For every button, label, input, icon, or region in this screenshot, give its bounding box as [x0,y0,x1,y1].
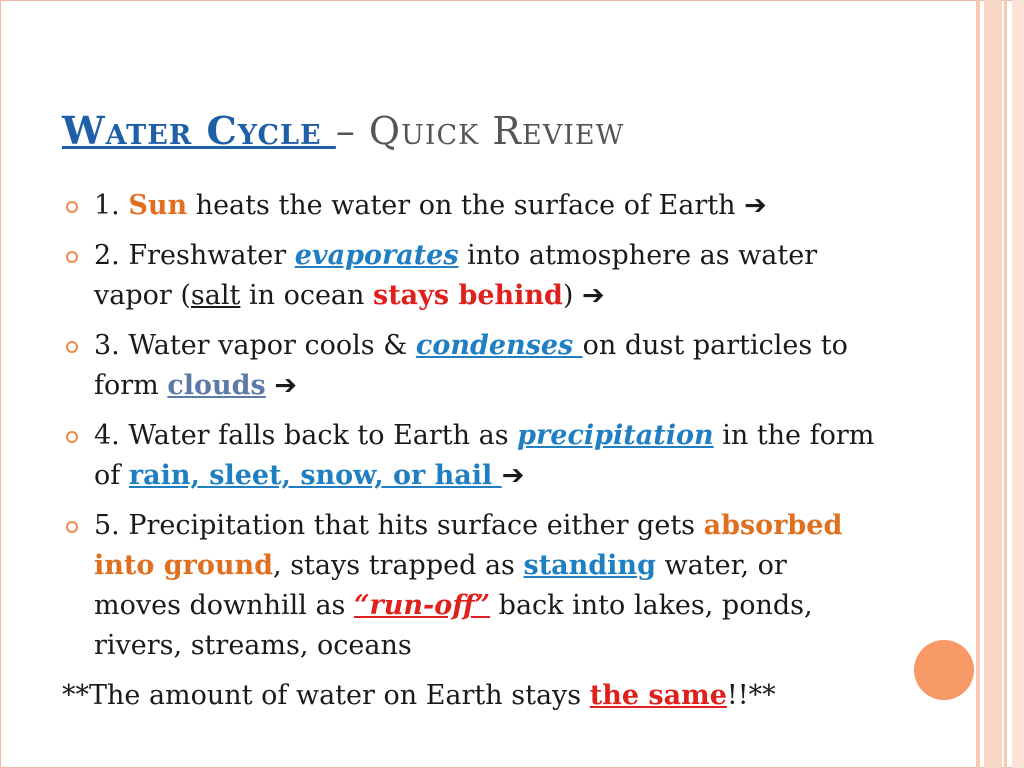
item-text: ) [562,280,583,311]
term-absorbed: absorbed into ground [94,510,843,581]
summary-note [60,676,880,716]
title-rest: Quick Review [368,109,625,153]
slide-title [62,108,624,153]
item-text: on dust particles to form [94,330,848,401]
bullet-icon [66,201,78,213]
item-text: , stays trapped as [273,550,524,581]
list-item [60,506,880,666]
arrow-right-icon: ➔ [274,370,297,401]
link-standing[interactable]: standing [523,550,656,581]
link-clouds[interactable]: clouds [167,370,266,401]
term-the-same: the same [589,680,727,711]
item-text: 3. Water vapor cools & [94,330,416,361]
item-text: 1. [94,190,129,221]
link-evaporates[interactable]: evaporates [294,240,459,271]
item-text: 4. Water falls back to Earth as [94,420,518,451]
bullet-icon [66,521,78,533]
bullet-icon [66,341,78,353]
list-item [60,186,880,226]
item-text: heats the water on the surface of Earth [187,190,745,221]
link-precipitation-forms[interactable]: rain, sleet, snow, or hail [128,460,502,491]
decor-stripe [976,0,980,768]
decor-stripe [1004,0,1007,768]
list-item [60,236,880,316]
item-text: in the form of [94,420,875,491]
title-separator: – [335,109,369,153]
item-text: water, or moves downhill as [94,550,787,621]
title-link[interactable]: Water Cycle [62,108,336,153]
decor-circle [914,640,974,700]
item-text: in ocean [240,280,373,311]
item-text: 5. Precipitation that hits surface either gets [94,510,704,541]
link-run-off[interactable]: “run-off” [353,590,491,621]
term-salt: salt [190,280,241,311]
term-stays-behind: stays behind [373,280,563,311]
note-text: !!** [726,680,776,711]
arrow-right-icon: ➔ [582,280,605,311]
arrow-right-icon: ➔ [744,190,767,221]
link-precipitation[interactable]: precipitation [517,420,714,451]
list-item [60,326,880,406]
bullet-icon [66,251,78,263]
arrow-right-icon: ➔ [501,460,525,491]
decor-stripe [984,0,1002,768]
bullet-icon [66,431,78,443]
slide-content [60,186,880,716]
list-item [60,416,880,496]
item-text: back into lakes, ponds, rivers, streams, oceans [94,590,813,661]
decor-stripe [1012,0,1024,768]
item-text: 2. Freshwater [94,240,295,271]
note-text: **The amount of water on Earth stays [62,680,590,711]
item-text: into atmosphere as water vapor ( [94,240,818,311]
link-condenses[interactable]: condenses [415,330,583,361]
term-sun: Sun [128,190,188,221]
